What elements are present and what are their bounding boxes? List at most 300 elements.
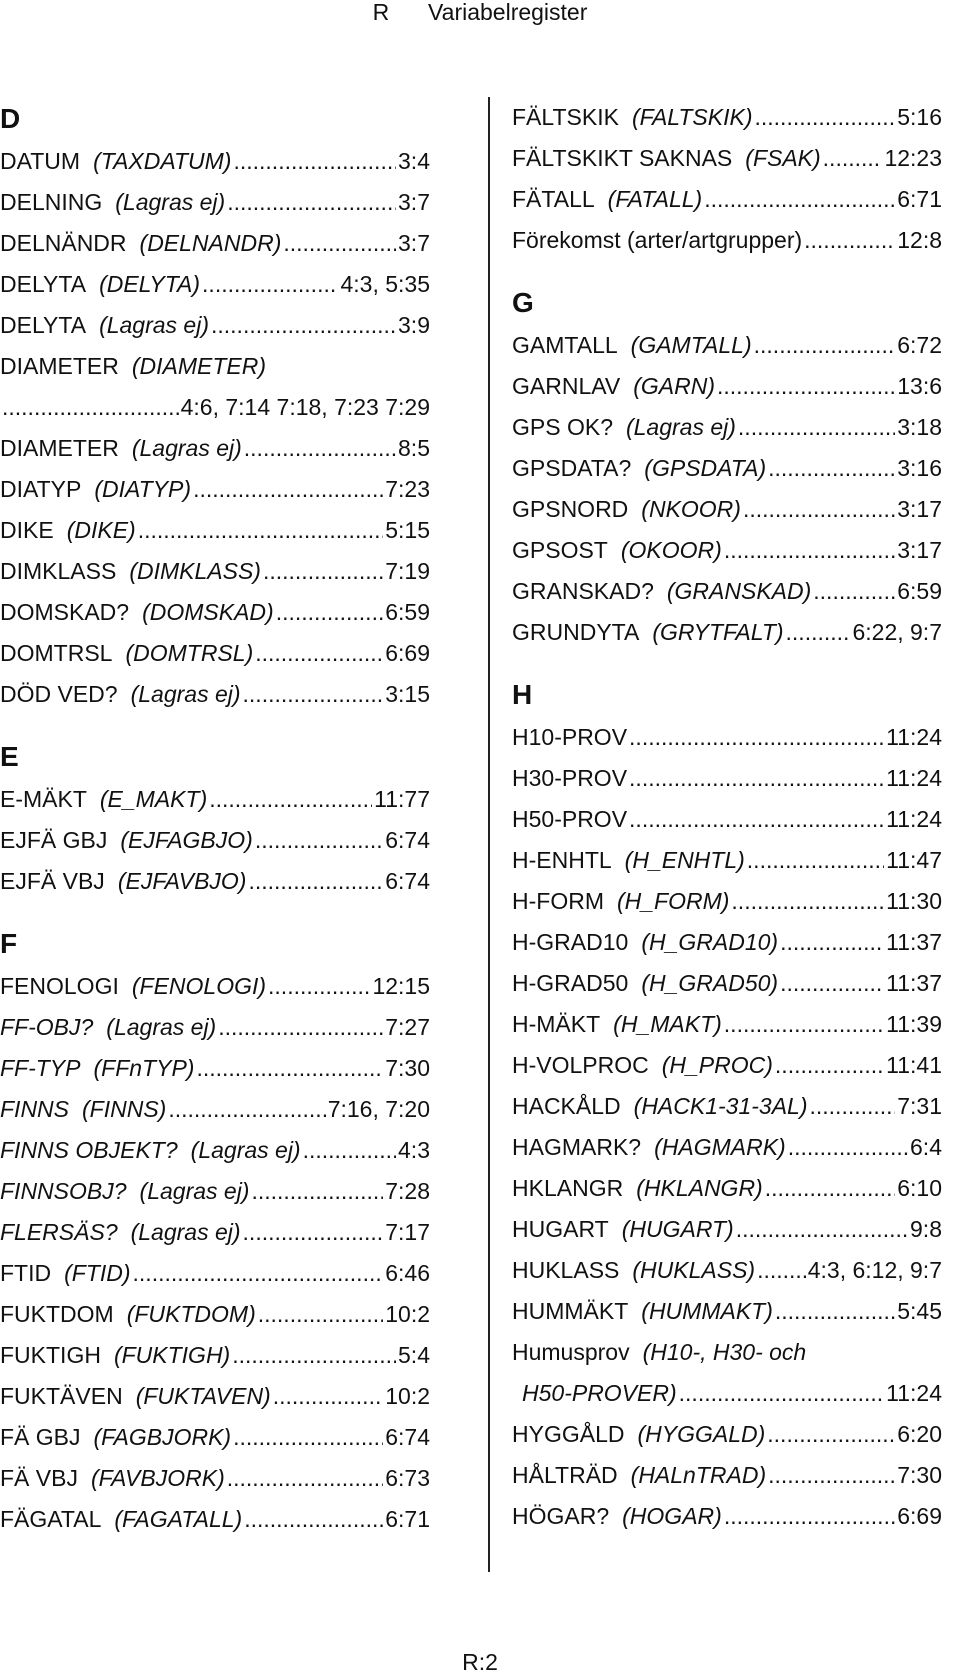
entry-name: FENOLOGI	[0, 973, 119, 999]
variable-name: (FUKTDOM)	[126, 1301, 256, 1327]
leader-dots	[765, 1168, 896, 1209]
page-ref: 13:6	[897, 373, 942, 399]
leader-dots	[258, 1294, 383, 1335]
page-ref: 7:28	[385, 1178, 430, 1204]
entry-name: H-FORM	[512, 888, 604, 914]
header-title: Variabelregister	[428, 0, 588, 25]
variable-name: (OKOOR)	[620, 537, 722, 563]
entry-name: FUKTÄVEN	[0, 1383, 123, 1409]
leader-dots	[227, 182, 396, 223]
variable-name: (H_GRAD10)	[641, 929, 779, 955]
variable-name: (DIKE)	[66, 517, 136, 543]
variable-name: (E_MAKT)	[99, 786, 208, 812]
entry-name: FÄ GBJ	[0, 1424, 81, 1450]
index-entry	[0, 346, 430, 387]
leader-dots	[738, 407, 895, 448]
leader-dots	[244, 1499, 383, 1540]
index-entry	[0, 1417, 430, 1458]
variable-name: (FUKTIGH)	[113, 1342, 231, 1368]
variable-name: (FAGATALL)	[114, 1506, 243, 1532]
index-entry	[512, 530, 942, 571]
index-entry	[512, 1086, 942, 1127]
index-entry	[512, 1168, 942, 1209]
page-ref: 3:15	[385, 681, 430, 707]
variable-name: (FUKTAVEN)	[135, 1383, 271, 1409]
index-entry	[0, 1048, 430, 1089]
variable-name: (H10-, H30- och	[642, 1339, 807, 1365]
leader-dots	[196, 1048, 383, 1089]
entry-name: DIMKLASS	[0, 558, 117, 584]
index-entry	[0, 1376, 430, 1417]
leader-dots	[629, 799, 884, 840]
page-ref: 7:16, 7:20	[327, 1096, 430, 1122]
page-ref: 6:72	[897, 332, 942, 358]
page-ref: 3:7	[398, 189, 430, 215]
entry-name: FINNS	[0, 1096, 69, 1122]
page-ref: 6:46	[385, 1260, 430, 1286]
variable-name: (H_GRAD50)	[641, 970, 779, 996]
index-entry	[512, 448, 942, 489]
page-ref: 6:4	[910, 1134, 942, 1160]
page-ref: 11:37	[886, 970, 942, 996]
entry-name: EJFÄ VBJ	[0, 868, 105, 894]
leader-dots	[138, 510, 384, 551]
index-entry	[0, 966, 430, 1007]
entry-name: GPSOST	[512, 537, 608, 563]
leader-dots	[775, 1045, 884, 1086]
index-entry	[512, 799, 942, 840]
page-ref: 11:24	[886, 1380, 942, 1406]
variable-name: (H_MAKT)	[613, 1011, 722, 1037]
leader-dots	[193, 469, 383, 510]
variable-name: (DIMKLASS)	[129, 558, 261, 584]
entry-name: HACKÅLD	[512, 1093, 621, 1119]
entry-name: H30-PROV	[512, 765, 628, 791]
variable-name: (GPSDATA)	[644, 455, 767, 481]
entry-name: H50-PROV	[512, 806, 628, 832]
page-ref: 6:59	[385, 599, 430, 625]
entry-name: FF-TYP	[0, 1055, 81, 1081]
variable-name: (HALnTRAD)	[630, 1462, 767, 1488]
entry-name: GARNLAV	[512, 373, 621, 399]
index-entry	[0, 1089, 430, 1130]
page-ref: 11:30	[886, 888, 942, 914]
index-entry	[512, 612, 942, 653]
page-ref: 3:16	[897, 455, 942, 481]
variable-name: (DELYTA)	[99, 271, 201, 297]
index-entry	[0, 820, 430, 861]
section-letter: E	[0, 741, 19, 772]
leader-dots	[717, 366, 895, 407]
index-entry	[512, 881, 942, 922]
page-ref: 7:19	[385, 558, 430, 584]
leader-dots	[133, 1253, 384, 1294]
leader-dots	[629, 758, 884, 799]
leader-dots	[724, 1004, 884, 1045]
leader-dots	[211, 305, 396, 346]
leader-dots	[283, 223, 396, 264]
index-entry	[512, 407, 942, 448]
page-ref: 11:41	[886, 1052, 942, 1078]
variable-name: (Lagras ej)	[131, 435, 242, 461]
header-section: R	[372, 0, 390, 25]
index-entry	[0, 223, 430, 264]
index-entry	[0, 1499, 430, 1540]
page-ref: 6:74	[385, 1424, 430, 1450]
leader-dots	[243, 674, 384, 715]
page-ref: 6:10	[897, 1175, 942, 1201]
page-ref: 8:5	[398, 435, 430, 461]
leader-dots	[629, 717, 884, 758]
index-entry	[0, 551, 430, 592]
entry-name: FINNS OBJEKT?	[0, 1137, 178, 1163]
leader-dots	[255, 633, 383, 674]
variable-name: (GRYTFALT)	[652, 619, 784, 645]
entry-name: FF-OBJ?	[0, 1014, 94, 1040]
variable-name: (Lagras ej)	[115, 189, 226, 215]
page-ref: 6:59	[897, 578, 942, 604]
variable-name: (FAVBJORK)	[90, 1465, 225, 1491]
page-ref: 6:69	[897, 1503, 942, 1529]
entry-name: HÖGAR?	[512, 1503, 610, 1529]
entry-name: FÄ VBJ	[0, 1465, 78, 1491]
index-entry	[512, 1455, 942, 1496]
variable-name: (Lagras ej)	[130, 681, 241, 707]
index-entry	[512, 758, 942, 799]
variable-name: (NKOOR)	[641, 496, 741, 522]
entry-name: DELYTA	[0, 312, 87, 338]
page-ref: 3:17	[897, 496, 942, 522]
index-entry	[512, 1373, 942, 1414]
page-ref: 6:71	[385, 1506, 430, 1532]
leader-dots	[218, 1007, 383, 1048]
entry-name: H-GRAD50	[512, 970, 629, 996]
entry-name: EJFÄ GBJ	[0, 827, 108, 853]
leader-dots	[243, 1212, 384, 1253]
index-entry	[512, 1004, 942, 1045]
leader-dots	[804, 220, 895, 261]
variable-name: (TAXDATUM)	[93, 148, 232, 174]
index-entry	[0, 1294, 430, 1335]
entry-name: DIAMETER	[0, 353, 119, 379]
index-entry	[512, 220, 942, 261]
index-entry	[512, 717, 942, 758]
entry-name: HUGART	[512, 1216, 609, 1242]
variable-name: (H_ENHTL)	[624, 847, 745, 873]
section-letter: D	[0, 103, 21, 134]
variable-name: (HAGMARK)	[654, 1134, 786, 1160]
index-entry	[512, 1291, 942, 1332]
leader-dots	[810, 1086, 896, 1127]
leader-dots	[724, 1496, 895, 1537]
leader-dots	[757, 1250, 806, 1291]
variable-name: (DOMTRSL)	[125, 640, 254, 666]
page-ref: 11:77	[374, 786, 430, 812]
leader-dots	[251, 1171, 383, 1212]
page-ref: 3:18	[897, 414, 942, 440]
page-ref: 11:24	[886, 765, 942, 791]
leader-dots	[255, 820, 383, 861]
entry-name: FÄLTSKIK	[512, 104, 619, 130]
variable-name: (FALTSKIK)	[631, 104, 753, 130]
page-ref: 7:23	[385, 476, 430, 502]
entry-name: DATUM	[0, 148, 81, 174]
index-entry	[0, 428, 430, 469]
entry-name: GAMTALL	[512, 332, 618, 358]
index-entry	[0, 510, 430, 551]
variable-name: (HACK1-31-3AL)	[633, 1093, 808, 1119]
leader-dots	[263, 551, 383, 592]
section-gap	[0, 902, 430, 922]
variable-name: (EJFAVBJO)	[117, 868, 247, 894]
page-ref: 6:74	[385, 827, 430, 853]
leader-dots	[679, 1373, 884, 1414]
entry-name: FUKTIGH	[0, 1342, 101, 1368]
leader-dots	[273, 1376, 384, 1417]
page-ref: 10:2	[385, 1301, 430, 1327]
entry-name: HUKLASS	[512, 1257, 620, 1283]
variable-name: (DIATYP)	[94, 476, 192, 502]
leader-dots	[704, 179, 895, 220]
page-ref: 4:3, 6:12, 9:7	[807, 1257, 942, 1283]
entry-name: Humusprov	[512, 1339, 630, 1365]
variable-name: (FATALL)	[607, 186, 703, 212]
leader-dots	[813, 571, 895, 612]
entry-name: DOMSKAD?	[0, 599, 130, 625]
variable-name: (Lagras ej)	[190, 1137, 301, 1163]
variable-name: (Lagras ej)	[130, 1219, 241, 1245]
variable-name: (GRANSKAD)	[666, 578, 812, 604]
index-entry	[512, 1045, 942, 1086]
index-entry	[0, 1458, 430, 1499]
variable-name: (FSAK)	[745, 145, 821, 171]
page-ref: 6:73	[385, 1465, 430, 1491]
entry-name: DÖD VED?	[0, 681, 118, 707]
section-letter: G	[512, 287, 534, 318]
section-gap	[0, 715, 430, 735]
index-entry	[0, 1335, 430, 1376]
index-entry	[512, 179, 942, 220]
variable-name: H50-PROVER)	[522, 1380, 677, 1406]
leader-dots	[780, 922, 884, 963]
leader-dots	[823, 138, 883, 179]
entry-name: H-ENHTL	[512, 847, 612, 873]
page-ref: 7:27	[385, 1014, 430, 1040]
entry-name: FLERSÄS?	[0, 1219, 118, 1245]
index-entry	[0, 305, 430, 346]
leader-dots	[724, 530, 895, 571]
index-entry	[512, 1127, 942, 1168]
page-ref: 4:3, 5:35	[340, 271, 430, 297]
leader-dots	[768, 448, 895, 489]
variable-name: (H_FORM)	[616, 888, 730, 914]
entry-name: HÅLTRÄD	[512, 1462, 618, 1488]
index-entry	[0, 1171, 430, 1212]
leader-dots	[736, 1209, 908, 1250]
index-entry	[512, 325, 942, 366]
index-entry	[0, 141, 430, 182]
leader-dots	[767, 1414, 895, 1455]
variable-name: (GARN)	[633, 373, 715, 399]
variable-name: (FTID)	[64, 1260, 131, 1286]
page-ref: 11:37	[886, 929, 942, 955]
page-ref: 6:74	[385, 868, 430, 894]
entry-name: Förekomst (arter/artgrupper)	[512, 227, 803, 253]
entry-name: FÄLTSKIKT SAKNAS	[512, 145, 733, 171]
page-ref: 3:9	[398, 312, 430, 338]
column-divider	[488, 97, 490, 1572]
page-ref: 11:39	[886, 1011, 942, 1037]
entry-name: GPS OK?	[512, 414, 613, 440]
entry-name: DELNÄNDR	[0, 230, 127, 256]
entry-name: H10-PROV	[512, 724, 628, 750]
page-ref: 5:4	[398, 1342, 430, 1368]
variable-name: (HOGAR)	[622, 1503, 722, 1529]
entry-name: H-VOLPROC	[512, 1052, 649, 1078]
index-entry	[0, 1130, 430, 1171]
page-ref: 6:69	[385, 640, 430, 666]
leader-dots	[786, 612, 851, 653]
entry-name: FUKTDOM	[0, 1301, 114, 1327]
entry-name: DOMTRSL	[0, 640, 113, 666]
index-entry	[0, 1007, 430, 1048]
entry-name: HKLANGR	[512, 1175, 624, 1201]
variable-name: (DELNANDR)	[139, 230, 282, 256]
index-column-right	[512, 97, 942, 1537]
entry-name: DELYTA	[0, 271, 87, 297]
variable-name: (FFnTYP)	[93, 1055, 195, 1081]
leader-dots	[768, 1455, 895, 1496]
leader-dots	[731, 881, 884, 922]
entry-name: FINNSOBJ?	[0, 1178, 127, 1204]
variable-name: (HUMMAKT)	[641, 1298, 773, 1324]
page-ref: 5:16	[897, 104, 942, 130]
index-entry	[0, 182, 430, 223]
entry-name: H-MÄKT	[512, 1011, 601, 1037]
index-entry	[512, 366, 942, 407]
variable-name: (FAGBJORK)	[93, 1424, 232, 1450]
index-entry	[512, 1332, 942, 1373]
page-ref: 5:45	[897, 1298, 942, 1324]
index-entry	[0, 387, 430, 428]
page-ref: 12:23	[884, 145, 942, 171]
page-ref: 10:2	[385, 1383, 430, 1409]
entry-name: HAGMARK?	[512, 1134, 642, 1160]
variable-name: (H_PROC)	[661, 1052, 773, 1078]
index-entry	[0, 1253, 430, 1294]
page-ref: 11:24	[886, 806, 942, 832]
leader-dots	[202, 264, 338, 305]
leader-dots	[232, 1335, 396, 1376]
leader-dots	[233, 141, 396, 182]
section-letter: F	[0, 928, 18, 959]
entry-name: FÄGATAL	[0, 1506, 102, 1532]
leader-dots	[209, 779, 372, 820]
leader-dots	[233, 1417, 383, 1458]
index-entry	[0, 1212, 430, 1253]
variable-name: (Lagras ej)	[99, 312, 209, 338]
entry-name: E-MÄKT	[0, 786, 87, 812]
variable-name: (Lagras ej)	[106, 1014, 217, 1040]
index-entry	[512, 1496, 942, 1537]
index-entry	[512, 1209, 942, 1250]
leader-dots	[168, 1089, 325, 1130]
entry-name: GRANSKAD?	[512, 578, 654, 604]
variable-name: (HYGGALD)	[637, 1421, 766, 1447]
variable-name: (EJFAGBJO)	[120, 827, 253, 853]
leader-dots	[268, 966, 370, 1007]
index-entry	[0, 592, 430, 633]
entry-name: DIKE	[0, 517, 54, 543]
page-ref: 12:15	[372, 973, 430, 999]
page-ref: 7:31	[897, 1093, 942, 1119]
page-ref: 7:17	[385, 1219, 430, 1245]
entry-name: GPSNORD	[512, 496, 629, 522]
index-entry	[512, 138, 942, 179]
entry-name: FTID	[0, 1260, 52, 1286]
leader-dots	[303, 1130, 396, 1171]
index-entry	[512, 963, 942, 1004]
variable-name: (FENOLOGI)	[131, 973, 267, 999]
page-header	[0, 0, 960, 26]
page-ref: 6:22, 9:7	[852, 619, 942, 645]
page-ref: 11:47	[886, 847, 942, 873]
page-ref: 11:24	[886, 724, 942, 750]
page-ref: 3:4	[398, 148, 430, 174]
index-entry	[512, 571, 942, 612]
variable-name: (HKLANGR)	[636, 1175, 763, 1201]
leader-dots	[747, 840, 884, 881]
page-ref: 6:20	[897, 1421, 942, 1447]
index-entry	[512, 1250, 942, 1291]
index-entry	[0, 779, 430, 820]
variable-name: (Lagras ej)	[625, 414, 736, 440]
page-ref: 3:17	[897, 537, 942, 563]
leader-dots	[743, 489, 895, 530]
page-ref: 4:3	[398, 1137, 430, 1163]
variable-name: (DOMSKAD)	[142, 599, 274, 625]
leader-dots	[276, 592, 384, 633]
index-entry	[0, 633, 430, 674]
leader-dots	[248, 861, 383, 902]
page-ref: 6:71	[897, 186, 942, 212]
entry-name: FÄTALL	[512, 186, 595, 212]
index-entry	[512, 97, 942, 138]
entry-name: DIATYP	[0, 476, 82, 502]
leader-dots	[244, 428, 396, 469]
entry-name: GPSDATA?	[512, 455, 632, 481]
index-entry	[512, 922, 942, 963]
page-ref: 3:7	[398, 230, 430, 256]
leader-dots	[780, 963, 884, 1004]
leader-dots	[227, 1458, 384, 1499]
leader-dots	[775, 1291, 895, 1332]
page-number: R:2	[462, 1649, 498, 1675]
entry-name: GRUNDYTA	[512, 619, 640, 645]
page-ref: 5:15	[385, 517, 430, 543]
variable-name: (HUKLASS)	[632, 1257, 756, 1283]
variable-name: (Lagras ej)	[139, 1178, 250, 1204]
section-letter: H	[512, 679, 533, 710]
page-ref: 4:6, 7:14 7:18, 7:23 7:29	[180, 394, 430, 420]
index-column-left	[0, 97, 430, 1540]
page-ref: 12:8	[897, 227, 942, 253]
leader-dots	[755, 97, 896, 138]
section-gap	[512, 261, 942, 281]
index-entry	[512, 1414, 942, 1455]
index-entry	[0, 674, 430, 715]
variable-name: (DIAMETER)	[131, 353, 267, 379]
